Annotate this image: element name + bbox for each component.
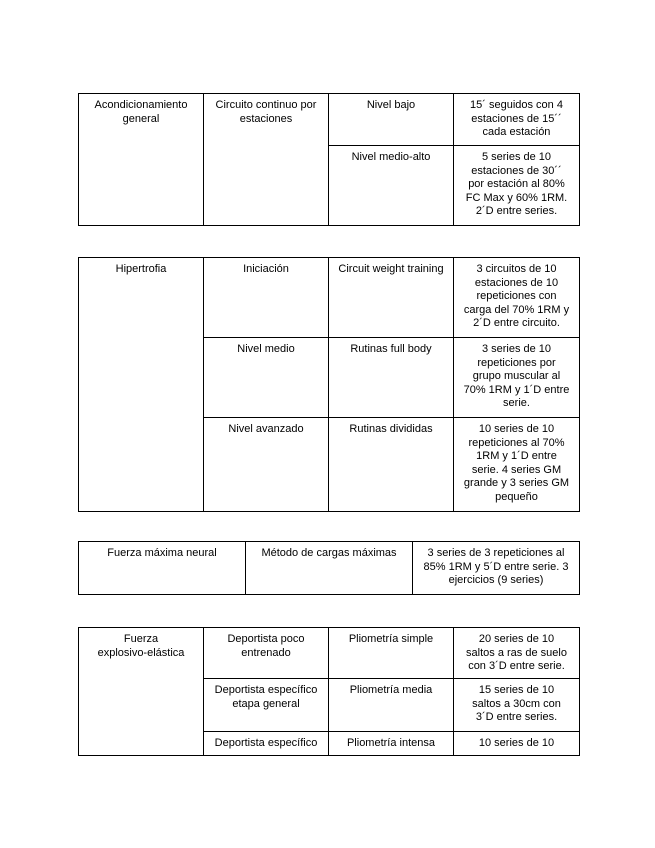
table-cell: 10 series de 10: [454, 732, 580, 756]
table-cell: Hipertrofia: [79, 258, 204, 512]
table-cell: Pliometría intensa: [329, 732, 454, 756]
table-cell: 5 series de 10 estaciones de 30´´ por estación al 80% FC Max y 60% 1RM. 2´D entre series.: [454, 146, 580, 226]
table-cell: Nivel medio-alto: [329, 146, 454, 226]
table-cell: Rutinas divididas: [329, 418, 454, 512]
table-cell: 3 series de 3 repeticiones al 85% 1RM y 5´D entre serie. 3 ejercicios (9 series): [413, 542, 580, 595]
table-row: [79, 94, 580, 146]
table-cell: Circuito continuo por estaciones: [204, 94, 329, 226]
table-cell: Acondicionamiento general: [79, 94, 204, 226]
table-cell: Nivel medio: [204, 338, 329, 418]
table-cell: Deportista específico: [204, 732, 329, 756]
table-cell: 15´ seguidos con 4 estaciones de 15´´ cada estación: [454, 94, 580, 146]
table-cell: 10 series de 10 repeticiones al 70% 1RM y 1´D entre serie. 4 series GM grande y 3 series GM pequeño: [454, 418, 580, 512]
table-cell: Rutinas full body: [329, 338, 454, 418]
table-cell: Fuerza explosivo-elástica: [79, 628, 204, 756]
table-cell: Pliometría media: [329, 679, 454, 732]
table-cell: 20 series de 10 saltos a ras de suelo con 3´D entre serie.: [454, 628, 580, 679]
table-row: [79, 258, 580, 338]
table-cell: 3 circuitos de 10 estaciones de 10 repeticiones con carga del 70% 1RM y 2´D entre circuito.: [454, 258, 580, 338]
table-hipertrofia: [78, 257, 580, 512]
table-row: [79, 628, 580, 679]
table-cell: Iniciación: [204, 258, 329, 338]
table-fuerza-maxima: [78, 541, 580, 595]
table-cell: 15 series de 10 saltos a 30cm con 3´D entre series.: [454, 679, 580, 732]
table-acondicionamiento: [78, 93, 580, 226]
table-cell: Fuerza máxima neural: [79, 542, 246, 595]
table-cell: 3 series de 10 repeticiones por grupo muscular al 70% 1RM y 1´D entre serie.: [454, 338, 580, 418]
table-row: [79, 542, 580, 595]
table-fuerza-explosiva: [78, 627, 580, 756]
table-cell: Deportista específico etapa general: [204, 679, 329, 732]
table-cell: Nivel bajo: [329, 94, 454, 146]
table-cell: Método de cargas máximas: [246, 542, 413, 595]
table-cell: Nivel avanzado: [204, 418, 329, 512]
table-cell: Deportista poco entrenado: [204, 628, 329, 679]
table-cell: Pliometría simple: [329, 628, 454, 679]
table-cell: Circuit weight training: [329, 258, 454, 338]
